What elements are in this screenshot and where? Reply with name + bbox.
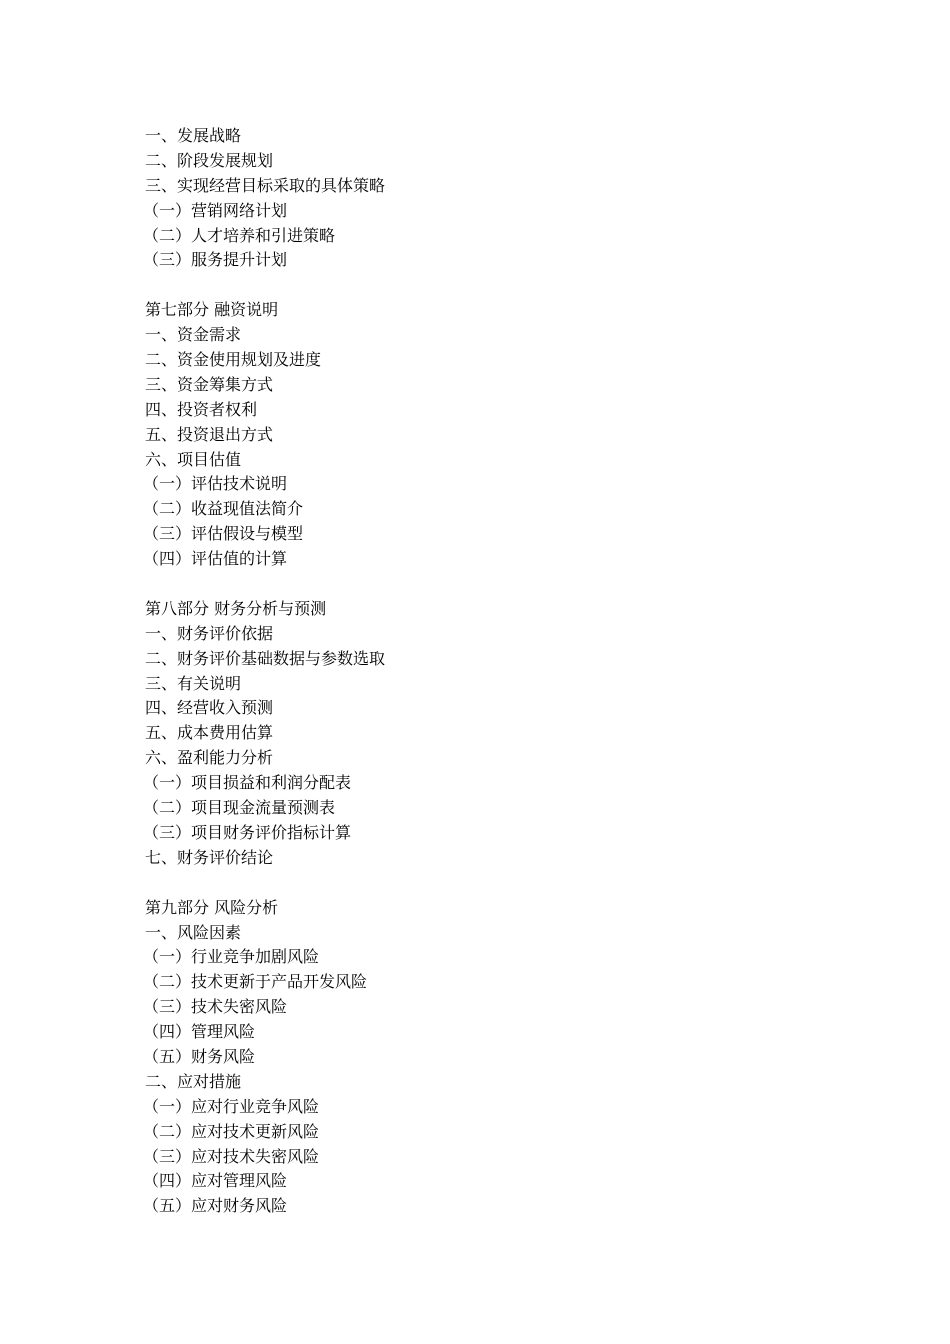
document-page	[145, 124, 845, 1219]
toc-line: 六、盈利能力分析	[145, 748, 274, 768]
toc-line: 三、实现经营目标采取的具体策略	[145, 175, 386, 195]
toc-line: 一、财务评价依据	[145, 623, 274, 643]
toc-line: （四）管理风险	[143, 1022, 256, 1042]
toc-line: 七、财务评价结论	[145, 847, 274, 867]
section-spacer	[145, 572, 845, 597]
section-heading: 第九部分 风险分析	[145, 897, 279, 917]
toc-line: 四、投资者权利	[145, 399, 258, 419]
toc-line: （二）项目现金流量预测表	[143, 798, 336, 818]
toc-line: （三）应对技术失密风险	[143, 1146, 320, 1166]
section-financing	[145, 298, 845, 572]
toc-line: （一）行业竞争加剧风险	[143, 947, 320, 967]
toc-line: （一）应对行业竞争风险	[143, 1096, 320, 1116]
toc-line: 五、投资退出方式	[145, 424, 274, 444]
toc-line: 四、经营收入预测	[145, 698, 274, 718]
toc-line: （三）技术失密风险	[143, 997, 288, 1017]
section-strategy	[145, 124, 845, 273]
toc-line: 六、项目估值	[145, 449, 242, 469]
section-risk-analysis	[145, 896, 845, 1220]
toc-line: 二、财务评价基础数据与参数选取	[145, 648, 386, 668]
section-financial-analysis	[145, 597, 845, 871]
toc-line: 二、应对措施	[145, 1071, 242, 1091]
toc-line: 五、成本费用估算	[145, 723, 274, 743]
toc-line: 一、发展战略	[145, 126, 242, 145]
toc-line: （一）项目损益和利润分配表	[143, 773, 352, 793]
toc-line: 三、资金筹集方式	[145, 374, 274, 394]
toc-line: （三）项目财务评价指标计算	[143, 822, 352, 842]
toc-line: （四）评估值的计算	[143, 549, 288, 569]
section-spacer	[145, 273, 845, 298]
toc-line: （二）人才培养和引进策略	[143, 225, 336, 245]
section-heading: 第七部分 融资说明	[145, 300, 279, 320]
toc-line: （三）评估假设与模型	[143, 524, 304, 544]
toc-line: （四）应对管理风险	[143, 1171, 288, 1191]
section-spacer	[145, 871, 845, 896]
toc-line: 一、资金需求	[145, 325, 242, 345]
section-heading: 第八部分 财务分析与预测	[145, 598, 327, 618]
toc-line: （二）收益现值法简介	[143, 499, 304, 519]
toc-line: （一）营销网络计划	[143, 200, 288, 220]
toc-line: 三、有关说明	[145, 673, 242, 693]
toc-line: （一）评估技术说明	[143, 474, 288, 494]
toc-line: （三）服务提升计划	[143, 250, 288, 270]
toc-line: 一、风险因素	[145, 922, 242, 942]
toc-line: 二、资金使用规划及进度	[145, 350, 322, 370]
toc-line: （五）财务风险	[143, 1046, 256, 1066]
toc-line: 二、阶段发展规划	[145, 150, 274, 170]
toc-line: （二）应对技术更新风险	[143, 1121, 320, 1141]
toc-line: （二）技术更新于产品开发风险	[143, 972, 368, 992]
toc-line: （五）应对财务风险	[143, 1196, 288, 1216]
